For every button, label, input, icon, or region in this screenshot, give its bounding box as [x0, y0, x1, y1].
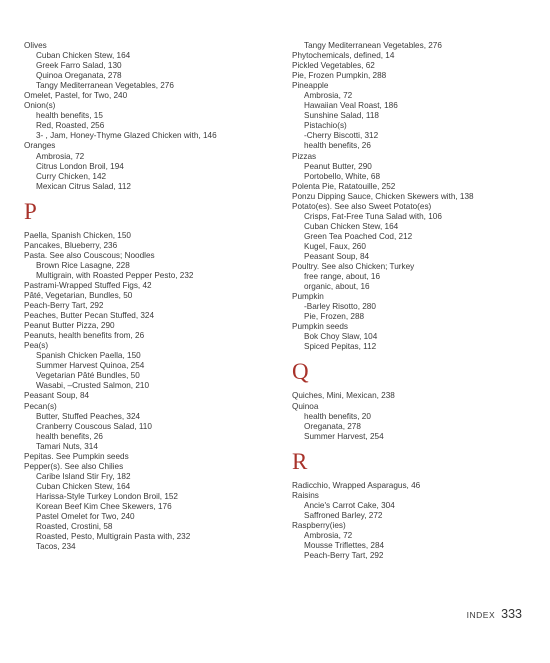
index-subentry: Saffroned Barley, 272 [304, 510, 383, 520]
index-entry: Potato(es). See also Sweet Potato(es) [292, 201, 432, 211]
index-entry: Ponzu Dipping Sauce, Chicken Skewers with, 138 [292, 191, 474, 201]
index-entry: Pickled Vegetables, 62 [292, 61, 375, 71]
index-subentry: Tacos, 234 [36, 542, 76, 552]
index-entry: Pecan(s) [24, 401, 57, 411]
index-subentry: Hawaiian Veal Roast, 186 [304, 101, 398, 111]
index-entry: Pepper(s). See also Chilies [24, 461, 124, 471]
index-entry: Pizzas [292, 151, 317, 161]
index-subentry: Peasant Soup, 84 [304, 251, 370, 261]
index-entry: Phytochemicals, defined, 14 [292, 51, 395, 61]
index-subentry: Pie, Frozen, 288 [304, 312, 365, 322]
index-entry: Quiches, Mini, Mexican, 238 [292, 391, 395, 401]
index-entry: Peanuts, health benefits from, 26 [24, 331, 145, 341]
index-entry: Peaches, Butter Pecan Stuffed, 324 [24, 311, 155, 321]
index-entry: Pumpkin seeds [292, 322, 348, 332]
index-subentry: Quinoa Oreganata, 278 [36, 71, 122, 81]
index-column-right [292, 41, 537, 561]
index-subentry: Brown Rice Lasagne, 228 [36, 260, 130, 270]
index-entry: Peanut Butter Pizza, 290 [24, 321, 115, 331]
index-subentry: Bok Choy Slaw, 104 [304, 332, 378, 342]
index-subentry: Portobello, White, 68 [304, 171, 381, 181]
index-column-left [24, 41, 276, 552]
index-entry: Peach-Berry Tart, 292 [24, 301, 104, 311]
index-subentry: Ambrosia, 72 [304, 91, 353, 101]
index-subentry: Sunshine Salad, 118 [304, 111, 379, 121]
index-entry: Peasant Soup, 84 [24, 391, 90, 401]
index-entry: Pepitas. See Pumpkin seeds [24, 451, 129, 461]
index-entry: Olives [24, 41, 47, 50]
index-subentry: Green Tea Poached Cod, 212 [304, 231, 413, 241]
index-entry: Raisins [292, 490, 319, 500]
index-subentry: Ambrosia, 72 [304, 530, 353, 540]
index-subentry: Roasted, Pesto, Multigrain Pasta with, 232 [36, 532, 191, 542]
index-subentry: Cuban Chicken Stew, 164 [36, 51, 131, 61]
index-subentry: Tangy Mediterranean Vegetables, 276 [36, 81, 174, 91]
index-subentry: Peach-Berry Tart, 292 [304, 551, 384, 561]
index-subentry: free range, about, 16 [304, 272, 381, 282]
page-number: 333 [501, 607, 522, 621]
index-subentry: Caribe Island Stir Fry, 182 [36, 471, 131, 481]
index-subentry: Ancie's Carrot Cake, 304 [304, 500, 395, 510]
index-subentry: health benefits, 26 [304, 141, 371, 151]
letter-heading-r: R [292, 448, 308, 474]
index-subentry: health benefits, 26 [36, 431, 103, 441]
index-subentry: Cuban Chicken Stew, 164 [36, 481, 131, 491]
index-subentry: Tamari Nuts, 314 [36, 441, 98, 451]
index-subentry: Vegetarian Pâté Bundles, 50 [36, 371, 140, 381]
index-subentry: health benefits, 20 [304, 411, 371, 421]
index-entry: Pasta. See also Couscous; Noodles [24, 250, 155, 260]
index-subentry: Oreganata, 278 [304, 421, 361, 431]
letter-heading-p: P [24, 198, 37, 224]
index-subentry: Harissa-Style Turkey London Broil, 152 [36, 491, 178, 501]
index-subentry: Roasted, Crostini, 58 [36, 522, 113, 532]
page-footer [467, 607, 522, 621]
index-subentry: -Cherry Biscotti, 312 [304, 131, 379, 141]
index-entry: Quinoa [292, 401, 319, 411]
index-subentry: Red, Roasted, 256 [36, 121, 105, 131]
index-entry: Pie, Frozen Pumpkin, 288 [292, 71, 387, 81]
index-subentry: Mousse Triflettes, 284 [304, 540, 385, 550]
index-subentry: organic, about, 16 [304, 282, 370, 292]
index-subentry: Kugel, Faux, 260 [304, 241, 366, 251]
index-subentry: Multigrain, with Roasted Pepper Pesto, 232 [36, 270, 194, 280]
index-entry: Pancakes, Blueberry, 236 [24, 240, 118, 250]
index-entry: Poultry. See also Chicken; Turkey [292, 262, 415, 272]
index-subentry: Spanish Chicken Paella, 150 [36, 351, 141, 361]
index-entry: Oranges [24, 141, 56, 151]
index-entry: Pea(s) [24, 341, 49, 351]
index-subentry: Greek Farro Salad, 130 [36, 61, 122, 71]
footer-section-label: INDEX [466, 610, 496, 620]
index-subentry: Mexican Citrus Salad, 112 [36, 181, 131, 191]
index-subentry: -Barley Risotto, 280 [304, 302, 376, 312]
index-subentry: Pastel Omelet for Two, 240 [36, 512, 135, 522]
index-subentry: Summer Harvest Quinoa, 254 [36, 361, 145, 371]
index-subentry: Crisps, Fat-Free Tuna Salad with, 106 [304, 211, 442, 221]
index-subentry: Cranberry Couscous Salad, 110 [36, 421, 152, 431]
index-subentry: Curry Chicken, 142 [36, 171, 107, 181]
index-subentry: Cuban Chicken Stew, 164 [304, 221, 399, 231]
index-subentry: Citrus London Broil, 194 [36, 161, 124, 171]
index-entry: Omelet, Pastel, for Two, 240 [24, 91, 128, 101]
index-entry: Pineapple [292, 81, 329, 91]
index-subentry: 3- , Jam, Honey-Thyme Glazed Chicken with, 146 [36, 131, 217, 141]
index-entry: Raspberry(ies) [292, 520, 346, 530]
index-subentry: Korean Beef Kim Chee Skewers, 176 [36, 501, 172, 511]
index-subentry: Butter, Stuffed Peaches, 324 [36, 411, 141, 421]
index-entry: Pastrami-Wrapped Stuffed Figs, 42 [24, 280, 152, 290]
index-subentry: health benefits, 15 [36, 111, 103, 121]
index-subentry: Tangy Mediterranean Vegetables, 276 [304, 41, 442, 50]
index-subentry: Spiced Pepitas, 112 [304, 342, 377, 352]
letter-heading-q: Q [292, 359, 309, 385]
index-subentry: Pistachio(s) [304, 121, 347, 131]
index-entry: Onion(s) [24, 101, 56, 111]
index-entry: Paella, Spanish Chicken, 150 [24, 230, 131, 240]
index-subentry: Summer Harvest, 254 [304, 431, 384, 441]
index-entry: Radicchio, Wrapped Asparagus, 46 [292, 480, 421, 490]
index-subentry: Ambrosia, 72 [36, 151, 85, 161]
index-entry: Pumpkin [292, 292, 324, 302]
index-subentry: Wasabi, –Crusted Salmon, 210 [36, 381, 150, 391]
index-subentry: Peanut Butter, 290 [304, 161, 372, 171]
index-entry: Pâté, Vegetarian, Bundles, 50 [24, 290, 133, 300]
index-entry: Polenta Pie, Ratatouille, 252 [292, 181, 396, 191]
